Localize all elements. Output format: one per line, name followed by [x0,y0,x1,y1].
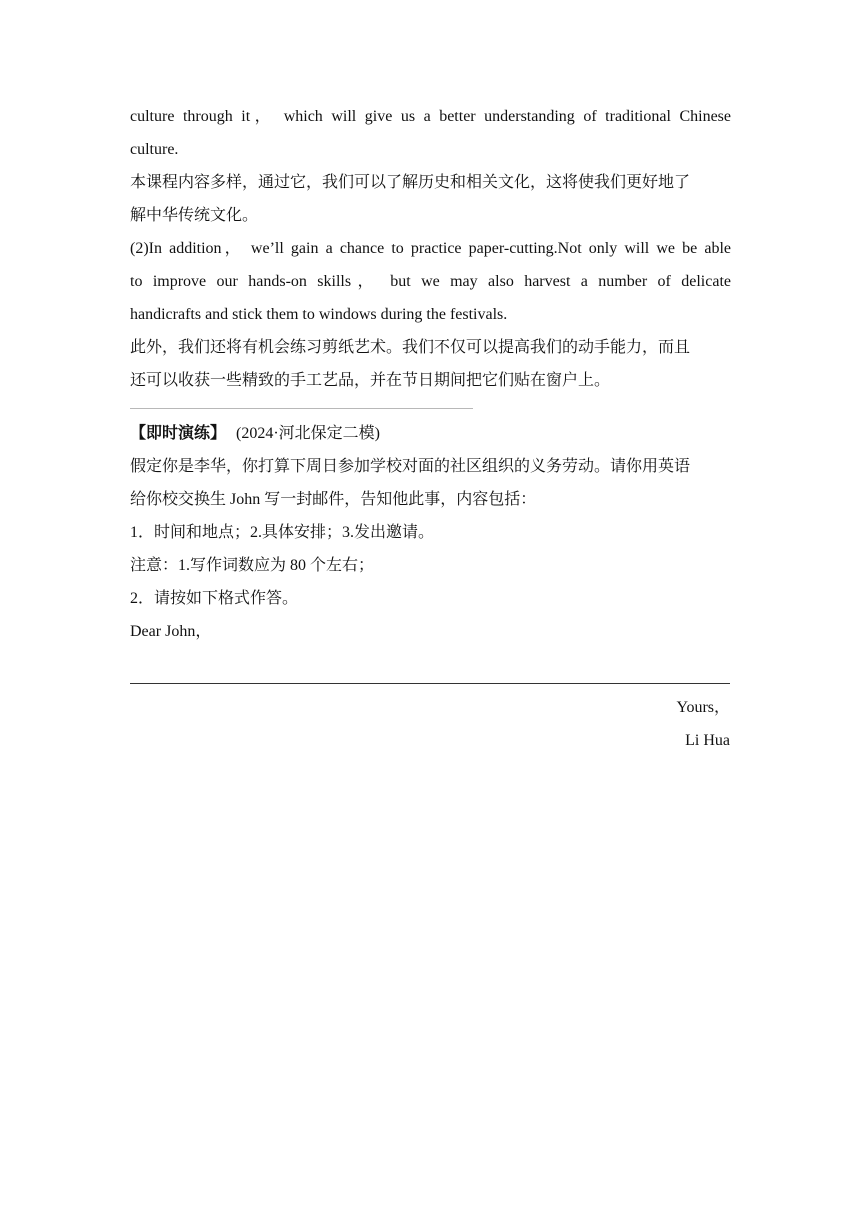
point2-line: handicrafts and stick them to windows during the festivals. [130,306,508,323]
document-body [130,100,731,648]
exercise-heading: 【即时演练】 [130,425,227,442]
exercise-heading-row [130,417,731,450]
passage-line: culture. [130,141,179,158]
signature-name: Li Hua [685,732,730,749]
note-line: 2．请按如下格式作答。 [130,590,299,607]
translation-line: 解中华传统文化。 [130,207,259,224]
requirements-line: 1．时间和地点；2.具体安排；3.发出邀请。 [130,524,435,541]
prompt-line: 假定你是李华，你打算下周日参加学校对面的社区组织的义务劳动。请你用英语 [130,458,691,475]
translation-line: 还可以收获一些精致的手工艺品，并在节日期间把它们贴在窗户上。 [130,372,611,389]
point2-line: to improve our hands-on skills， but we may also harvest a number of delicate [130,273,731,290]
prompt-line: 给你校交换生 John 写一封邮件，告知他此事，内容包括： [130,491,537,508]
point2-line: (2)In addition， we’ll gain a chance to practice paper-cutting.Not only will we be able [130,240,732,257]
letter-closing [676,691,730,757]
note-line: 注意：1.写作词数应为 80 个左右； [130,557,375,574]
salutation: Dear John， [130,623,212,640]
sign-off: Yours， [676,699,730,716]
answer-writing-line[interactable] [130,683,730,684]
passage-line: culture through it， which will give us a better understanding of traditional Chinese [130,108,731,125]
section-divider [130,408,473,409]
exercise-source: (2024·河北保定二模) [236,425,381,442]
translation-line: 本课程内容多样，通过它，我们可以了解历史和相关文化，这将使我们更好地了 [130,174,691,191]
translation-line: 此外，我们还将有机会练习剪纸艺术。我们不仅可以提高我们的动手能力，而且 [130,339,691,356]
